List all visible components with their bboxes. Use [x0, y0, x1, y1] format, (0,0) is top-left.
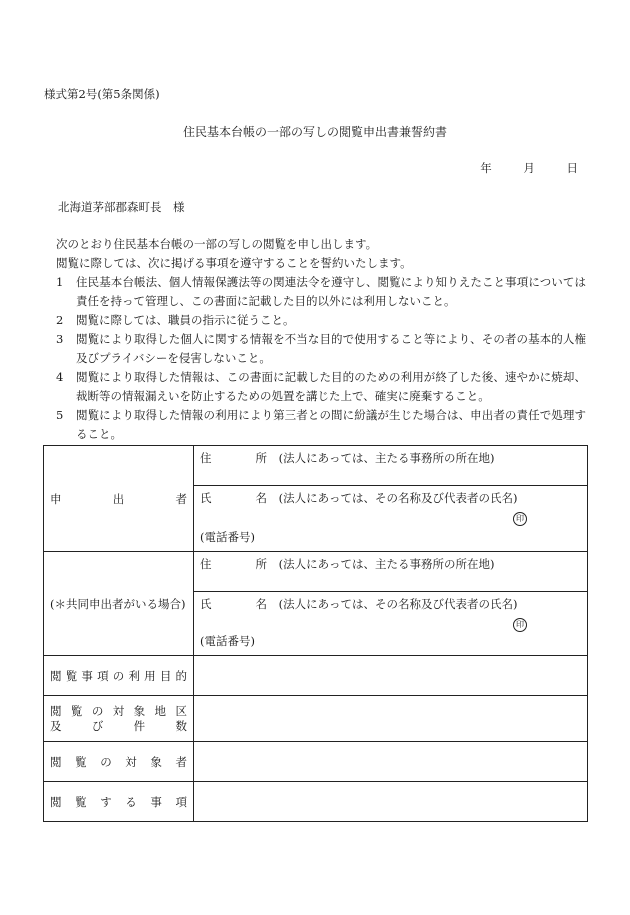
target-area-label: [44, 696, 194, 742]
label-char: 利: [128, 668, 140, 683]
label-char: 対: [125, 754, 137, 769]
term-number: 1: [56, 275, 64, 289]
label-char: 数: [175, 718, 187, 733]
applicant-name-field[interactable]: 氏 名 (法人にあっては、その名称及び代表者の氏名) 印 (電話番号): [194, 486, 588, 552]
term-number: 5: [56, 408, 64, 422]
label-char: 事: [150, 794, 162, 809]
term-text: 閲覧により取得した情報は、この書面に記載した目的のための利用が終了した後、速やかに焼却、裁断等の情報漏えいを防止するための処置を講じた上で、確実に廃棄すること。: [76, 370, 586, 403]
intro-line: 閲覧に際しては、次に掲げる事項を遵守することを誓約いたします。: [56, 256, 412, 270]
label-char: 覧: [75, 794, 87, 809]
label-char: の: [100, 754, 112, 769]
applicant-label: 申 出 者: [44, 446, 194, 552]
label-char: 閲: [50, 754, 62, 769]
label-char: 地: [154, 703, 167, 718]
term-number: 4: [56, 370, 64, 384]
date-line: [452, 160, 578, 176]
application-table: [43, 445, 588, 822]
label-char: 用: [144, 668, 156, 683]
label-char: 覧: [75, 754, 87, 769]
label-char: び: [91, 718, 104, 733]
label-char: 的: [175, 668, 187, 683]
label-char: 事: [81, 668, 93, 683]
label-char: 件: [133, 718, 146, 733]
term-item: [56, 368, 586, 406]
label-char: 覧: [70, 703, 83, 718]
form-number: 様式第2号(第5条関係): [44, 87, 160, 101]
target-persons-field[interactable]: [194, 742, 588, 782]
day-label: 日: [566, 161, 578, 175]
label-char: 区: [175, 703, 187, 718]
phone-label: (電話番号): [200, 634, 255, 648]
target-persons-label: [44, 742, 194, 782]
term-number: 2: [56, 313, 64, 327]
term-item: [56, 273, 586, 311]
co-applicant-address-field[interactable]: 住 所 (法人にあっては、主たる事務所の所在地): [194, 552, 588, 592]
term-text: 閲覧により取得した個人に関する情報を不当な目的で使用すること等により、その者の基本的人権及びプライバシーを侵害しないこと。: [76, 332, 586, 365]
co-applicant-name-field[interactable]: 氏 名 (法人にあっては、その名称及び代表者の氏名) 印 (電話番号): [194, 592, 588, 656]
label-char: 目: [159, 668, 172, 683]
label-char: 項: [175, 794, 187, 809]
year-label: 年: [480, 161, 492, 175]
purpose-label: [44, 656, 194, 696]
label-char: す: [100, 794, 112, 809]
term-text: 閲覧により取得した情報の利用により第三者との間に紛議が生じた場合は、申出者の責任で処理すること。: [76, 408, 586, 441]
intro-text: [56, 235, 596, 273]
applicant-address-field[interactable]: 住 所 (法人にあっては、主たる事務所の所在地): [194, 446, 588, 486]
items-field[interactable]: [194, 782, 588, 822]
phone-label: (電話番号): [200, 530, 255, 544]
label-char: 項: [97, 668, 109, 683]
label-char: の: [112, 668, 125, 683]
label-char: 及: [50, 718, 62, 733]
label-char: 象: [133, 703, 146, 718]
seal-icon: 印: [513, 618, 527, 632]
target-area-field[interactable]: [194, 696, 588, 742]
label-char: 象: [150, 754, 162, 769]
items-label: [44, 782, 194, 822]
label-char: 閲: [50, 703, 62, 718]
term-item: [56, 311, 586, 330]
addressee: 北海道茅部郡森町長 様: [58, 200, 185, 214]
purpose-field[interactable]: [194, 656, 588, 696]
month-label: 月: [523, 161, 535, 175]
term-item: [56, 330, 586, 368]
seal-icon: 印: [513, 512, 527, 526]
label-char: 者: [175, 754, 187, 769]
label-char: る: [125, 794, 137, 809]
label-char: の: [91, 703, 104, 718]
document-title: 住民基本台帳の一部の写しの閲覧申出書兼誓約書: [182, 125, 447, 139]
label-char: 閲: [50, 794, 62, 809]
term-text: 住民基本台帳法、個人情報保護法等の関連法令を遵守し、閲覧により知りえたこと事項については責任を持って管理し、この書面に記載した目的以外には利用しないこと。: [76, 275, 586, 308]
label-char: 覧: [65, 668, 78, 683]
term-text: 閲覧に際しては、職員の指示に従うこと。: [76, 313, 295, 327]
terms-list: [56, 273, 586, 444]
term-item: [56, 406, 586, 444]
co-applicant-label: (＊共同申出者がいる場合): [44, 552, 194, 656]
term-number: 3: [56, 332, 64, 346]
intro-line: 次のとおり住民基本台帳の一部の写しの閲覧を申し出します。: [56, 237, 378, 251]
label-char: 対: [112, 703, 125, 718]
label-char: 閲: [50, 668, 62, 683]
